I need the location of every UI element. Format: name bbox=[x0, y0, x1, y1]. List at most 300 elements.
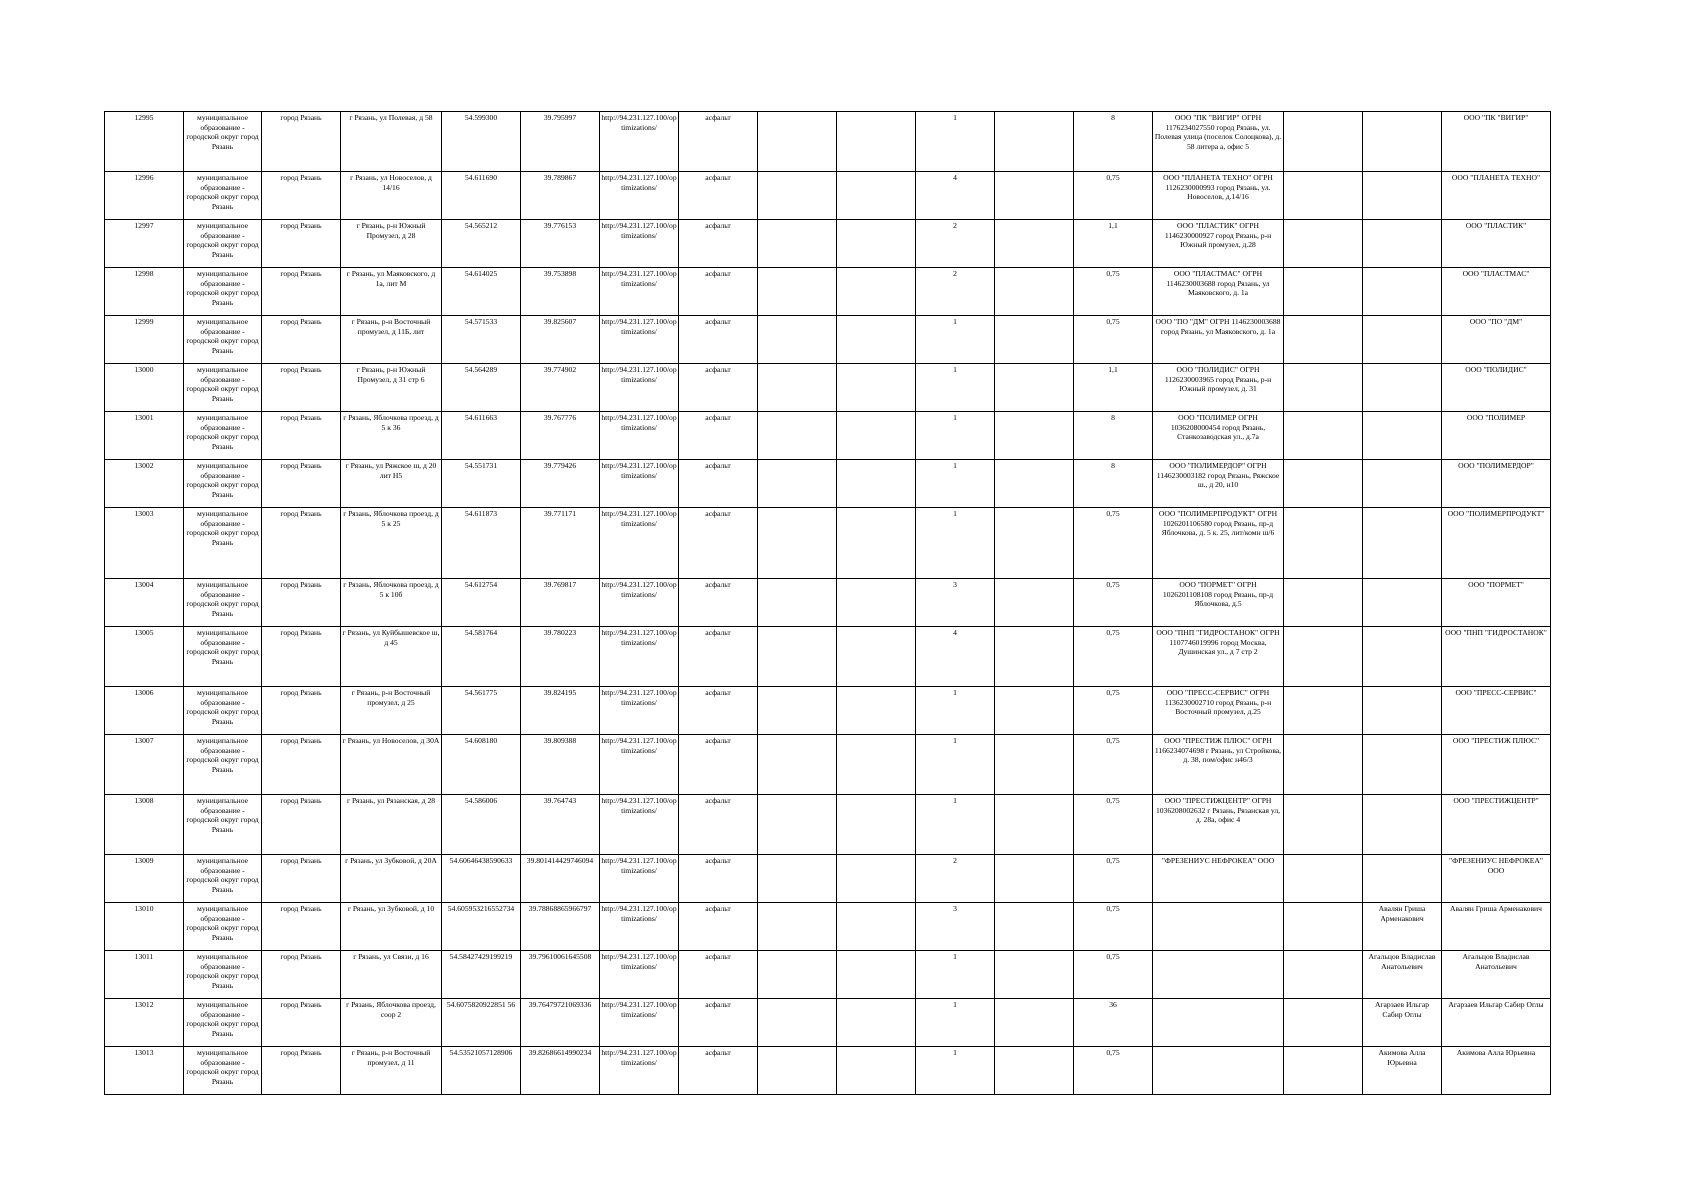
url-cell: http://94.231.127.100/optimizations/ bbox=[600, 508, 679, 579]
longitude-cell: 39.776153 bbox=[521, 220, 600, 268]
empty-cell bbox=[758, 460, 837, 508]
empty-cell bbox=[758, 364, 837, 412]
table-row bbox=[105, 364, 1551, 412]
city-cell: город Рязань bbox=[262, 627, 341, 687]
containers-count-cell: 1 bbox=[916, 460, 995, 508]
owner-cell: ООО "ПРЕСТИЖ ПЛЮС" bbox=[1442, 735, 1551, 795]
person-cell bbox=[1363, 508, 1442, 579]
address-cell: г Рязань, ул Рязанская, д 28 bbox=[341, 795, 442, 855]
surface-cell: асфальт bbox=[679, 579, 758, 627]
person-cell bbox=[1363, 364, 1442, 412]
containers-count-cell: 1 bbox=[916, 508, 995, 579]
address-cell: г Рязань, Яблочкова проезд, д 5 к 36 bbox=[341, 412, 442, 460]
url-cell: http://94.231.127.100/optimizations/ bbox=[600, 1047, 679, 1095]
person-cell bbox=[1363, 687, 1442, 735]
address-cell: г Рязань, ул Новоселов, д 30А bbox=[341, 735, 442, 795]
person-cell bbox=[1363, 735, 1442, 795]
row-number-cell: 13011 bbox=[105, 951, 184, 999]
volume-cell: 0,75 bbox=[1074, 795, 1153, 855]
containers-count-cell: 3 bbox=[916, 903, 995, 951]
empty-cell bbox=[1284, 735, 1363, 795]
longitude-cell: 39.764743 bbox=[521, 795, 600, 855]
latitude-cell: 54.58427429199219 bbox=[442, 951, 521, 999]
volume-cell: 0,75 bbox=[1074, 735, 1153, 795]
table-row bbox=[105, 579, 1551, 627]
owner-cell: ООО "ПЛАСТИК" bbox=[1442, 220, 1551, 268]
organization-cell: ООО "ПОЛИДИС" ОГРН 1126230003965 город Рязань, р-н Южный промузел, д. 31 bbox=[1153, 364, 1284, 412]
organization-cell: ООО "ПО "ДМ" ОГРН 1146230003688 город Рязань, ул Маяковского, д. 1а bbox=[1153, 316, 1284, 364]
empty-cell bbox=[1284, 579, 1363, 627]
address-cell: г Рязань, р-н Восточный промузел, д 11 bbox=[341, 1047, 442, 1095]
row-number-cell: 12996 bbox=[105, 172, 184, 220]
organization-cell: ООО "ПОЛИМЕРПРОДУКТ" ОГРН 1026201106580 город Рязань, пр-д Яблочкова, д. 5 к. 25, лит/комн ш/6 bbox=[1153, 508, 1284, 579]
city-cell: город Рязань bbox=[262, 795, 341, 855]
region-cell: муниципальное образование - городской округ город Рязань bbox=[184, 112, 262, 172]
empty-cell bbox=[837, 460, 916, 508]
latitude-cell: 54.564289 bbox=[442, 364, 521, 412]
organization-cell bbox=[1153, 903, 1284, 951]
surface-cell: асфальт bbox=[679, 999, 758, 1047]
surface-cell: асфальт bbox=[679, 220, 758, 268]
owner-cell: ООО "ПЛАНЕТА ТЕХНО" bbox=[1442, 172, 1551, 220]
empty-cell bbox=[995, 999, 1074, 1047]
region-cell: муниципальное образование - городской округ город Рязань bbox=[184, 999, 262, 1047]
empty-cell bbox=[995, 460, 1074, 508]
empty-cell bbox=[1284, 1047, 1363, 1095]
row-number-cell: 13005 bbox=[105, 627, 184, 687]
empty-cell bbox=[758, 220, 837, 268]
volume-cell: 1,1 bbox=[1074, 220, 1153, 268]
longitude-cell: 39.795997 bbox=[521, 112, 600, 172]
volume-cell: 0,75 bbox=[1074, 687, 1153, 735]
latitude-cell: 54.586006 bbox=[442, 795, 521, 855]
person-cell: Акимова Алла Юрьевна bbox=[1363, 1047, 1442, 1095]
region-cell: муниципальное образование - городской округ город Рязань bbox=[184, 268, 262, 316]
volume-cell: 0,75 bbox=[1074, 508, 1153, 579]
row-number-cell: 12995 bbox=[105, 112, 184, 172]
empty-cell bbox=[1284, 903, 1363, 951]
organization-cell: ООО "ПНП "ГИДРОСТАНОК" ОГРН 1107746019996 город Москва, Душинская ул., д 7 стр 2 bbox=[1153, 627, 1284, 687]
containers-count-cell: 2 bbox=[916, 268, 995, 316]
volume-cell: 36 bbox=[1074, 999, 1153, 1047]
latitude-cell: 54.599300 bbox=[442, 112, 521, 172]
region-cell: муниципальное образование - городской округ город Рязань bbox=[184, 1047, 262, 1095]
volume-cell: 8 bbox=[1074, 460, 1153, 508]
address-cell: г Рязань, ул Зубковой, д 10 bbox=[341, 903, 442, 951]
latitude-cell: 54.611690 bbox=[442, 172, 521, 220]
registry-table bbox=[104, 111, 1551, 1095]
city-cell: город Рязань bbox=[262, 855, 341, 903]
person-cell bbox=[1363, 316, 1442, 364]
empty-cell bbox=[995, 412, 1074, 460]
city-cell: город Рязань bbox=[262, 903, 341, 951]
row-number-cell: 13000 bbox=[105, 364, 184, 412]
containers-count-cell: 1 bbox=[916, 412, 995, 460]
city-cell: город Рязань bbox=[262, 364, 341, 412]
owner-cell: ООО "ПОЛИДИС" bbox=[1442, 364, 1551, 412]
person-cell bbox=[1363, 412, 1442, 460]
containers-count-cell: 1 bbox=[916, 735, 995, 795]
empty-cell bbox=[758, 316, 837, 364]
person-cell bbox=[1363, 268, 1442, 316]
row-number-cell: 12999 bbox=[105, 316, 184, 364]
organization-cell: ООО "ПЛАНЕТА ТЕХНО" ОГРН 1126230000993 город Рязань, ул. Новоселов, д.14/16 bbox=[1153, 172, 1284, 220]
organization-cell: ООО "ПЛАСТИК" ОГРН 1146230000927 город Рязань, р-н Южный промузел, д.28 bbox=[1153, 220, 1284, 268]
empty-cell bbox=[995, 172, 1074, 220]
latitude-cell: 54.611873 bbox=[442, 508, 521, 579]
owner-cell: ООО "ПОЛИМЕР bbox=[1442, 412, 1551, 460]
empty-cell bbox=[837, 999, 916, 1047]
table-row bbox=[105, 316, 1551, 364]
region-cell: муниципальное образование - городской округ город Рязань bbox=[184, 460, 262, 508]
longitude-cell: 39.769817 bbox=[521, 579, 600, 627]
volume-cell: 0,75 bbox=[1074, 1047, 1153, 1095]
longitude-cell: 39.78868865966797 bbox=[521, 903, 600, 951]
volume-cell: 8 bbox=[1074, 412, 1153, 460]
latitude-cell: 54.612754 bbox=[442, 579, 521, 627]
owner-cell: ООО "ПО "ДМ" bbox=[1442, 316, 1551, 364]
empty-cell bbox=[837, 508, 916, 579]
person-cell: Агарзаев Ильгар Сабир Оглы bbox=[1363, 999, 1442, 1047]
empty-cell bbox=[995, 579, 1074, 627]
volume-cell: 0,75 bbox=[1074, 903, 1153, 951]
latitude-cell: 54.605953216552734 bbox=[442, 903, 521, 951]
surface-cell: асфальт bbox=[679, 951, 758, 999]
longitude-cell: 39.76479721069336 bbox=[521, 999, 600, 1047]
surface-cell: асфальт bbox=[679, 364, 758, 412]
owner-cell: ООО "ПНП "ГИДРОСТАНОК" bbox=[1442, 627, 1551, 687]
empty-cell bbox=[837, 1047, 916, 1095]
surface-cell: асфальт bbox=[679, 855, 758, 903]
region-cell: муниципальное образование - городской округ город Рязань bbox=[184, 951, 262, 999]
owner-cell: Агарзаев Ильгар Сабир Оглы bbox=[1442, 999, 1551, 1047]
empty-cell bbox=[995, 795, 1074, 855]
longitude-cell: 39.774902 bbox=[521, 364, 600, 412]
containers-count-cell: 1 bbox=[916, 795, 995, 855]
row-number-cell: 13007 bbox=[105, 735, 184, 795]
table-row bbox=[105, 460, 1551, 508]
address-cell: г Рязань, ул Зубковой, д 20А bbox=[341, 855, 442, 903]
empty-cell bbox=[1284, 999, 1363, 1047]
latitude-cell: 54.614025 bbox=[442, 268, 521, 316]
empty-cell bbox=[995, 951, 1074, 999]
address-cell: г Рязань, Яблочкова проезд, д 5 к 25 bbox=[341, 508, 442, 579]
containers-count-cell: 1 bbox=[916, 316, 995, 364]
empty-cell bbox=[1284, 268, 1363, 316]
containers-count-cell: 1 bbox=[916, 687, 995, 735]
url-cell: http://94.231.127.100/optimizations/ bbox=[600, 795, 679, 855]
empty-cell bbox=[1284, 172, 1363, 220]
surface-cell: асфальт bbox=[679, 172, 758, 220]
city-cell: город Рязань bbox=[262, 412, 341, 460]
person-cell: Авалян Гриша Арменакович bbox=[1363, 903, 1442, 951]
empty-cell bbox=[837, 627, 916, 687]
row-number-cell: 13004 bbox=[105, 579, 184, 627]
address-cell: г Рязань, ул Куйбышевское ш, д 45 bbox=[341, 627, 442, 687]
city-cell: город Рязань bbox=[262, 268, 341, 316]
empty-cell bbox=[758, 735, 837, 795]
empty-cell bbox=[758, 112, 837, 172]
address-cell: г Рязань, р-н Восточный промузел, д 11Б, лит bbox=[341, 316, 442, 364]
organization-cell: ООО "ПОЛИМЕР ОГРН 1036208000454 город Рязань, Станкозаводская ул., д.7а bbox=[1153, 412, 1284, 460]
url-cell: http://94.231.127.100/optimizations/ bbox=[600, 579, 679, 627]
empty-cell bbox=[995, 112, 1074, 172]
table-row bbox=[105, 268, 1551, 316]
table-row bbox=[105, 112, 1551, 172]
longitude-cell: 39.824195 bbox=[521, 687, 600, 735]
address-cell: г Рязань, ул Новоселов, д 14/16 bbox=[341, 172, 442, 220]
surface-cell: асфальт bbox=[679, 316, 758, 364]
empty-cell bbox=[758, 412, 837, 460]
containers-count-cell: 4 bbox=[916, 172, 995, 220]
latitude-cell: 54.571533 bbox=[442, 316, 521, 364]
row-number-cell: 13010 bbox=[105, 903, 184, 951]
table-row bbox=[105, 903, 1551, 951]
empty-cell bbox=[995, 627, 1074, 687]
url-cell: http://94.231.127.100/optimizations/ bbox=[600, 735, 679, 795]
volume-cell: 0,75 bbox=[1074, 268, 1153, 316]
latitude-cell: 54.60646438590633 bbox=[442, 855, 521, 903]
empty-cell bbox=[1284, 412, 1363, 460]
empty-cell bbox=[758, 855, 837, 903]
empty-cell bbox=[995, 508, 1074, 579]
latitude-cell: 54.611663 bbox=[442, 412, 521, 460]
latitude-cell: 54.608180 bbox=[442, 735, 521, 795]
empty-cell bbox=[1284, 220, 1363, 268]
person-cell: Агальцов Владислав Анатольевич bbox=[1363, 951, 1442, 999]
containers-count-cell: 4 bbox=[916, 627, 995, 687]
empty-cell bbox=[995, 903, 1074, 951]
owner-cell: ООО "ПРЕСТИЖЦЕНТР" bbox=[1442, 795, 1551, 855]
city-cell: город Рязань bbox=[262, 687, 341, 735]
address-cell: г Рязань, ул Полевая, д 58 bbox=[341, 112, 442, 172]
url-cell: http://94.231.127.100/optimizations/ bbox=[600, 855, 679, 903]
longitude-cell: 39.801414429746094 bbox=[521, 855, 600, 903]
longitude-cell: 39.825607 bbox=[521, 316, 600, 364]
containers-count-cell: 1 bbox=[916, 364, 995, 412]
person-cell bbox=[1363, 460, 1442, 508]
empty-cell bbox=[1284, 364, 1363, 412]
surface-cell: асфальт bbox=[679, 627, 758, 687]
surface-cell: асфальт bbox=[679, 268, 758, 316]
region-cell: муниципальное образование - городской округ город Рязань bbox=[184, 172, 262, 220]
surface-cell: асфальт bbox=[679, 460, 758, 508]
empty-cell bbox=[758, 687, 837, 735]
volume-cell: 1,1 bbox=[1074, 364, 1153, 412]
empty-cell bbox=[758, 172, 837, 220]
city-cell: город Рязань bbox=[262, 508, 341, 579]
region-cell: муниципальное образование - городской округ город Рязань bbox=[184, 579, 262, 627]
longitude-cell: 39.789867 bbox=[521, 172, 600, 220]
empty-cell bbox=[1284, 460, 1363, 508]
empty-cell bbox=[758, 268, 837, 316]
empty-cell bbox=[758, 999, 837, 1047]
row-number-cell: 13001 bbox=[105, 412, 184, 460]
city-cell: город Рязань bbox=[262, 220, 341, 268]
organization-cell: ООО "ПРЕСТИЖ ПЛЮС" ОГРН 1166234074698 г Рязань, ул Стройкова, д. 38, пом/офис н46/3 bbox=[1153, 735, 1284, 795]
containers-count-cell: 3 bbox=[916, 579, 995, 627]
owner-cell: ООО "ПОРМЕТ" bbox=[1442, 579, 1551, 627]
empty-cell bbox=[1284, 316, 1363, 364]
surface-cell: асфальт bbox=[679, 1047, 758, 1095]
owner-cell: Авалян Гриша Арменакович bbox=[1442, 903, 1551, 951]
empty-cell bbox=[1284, 687, 1363, 735]
empty-cell bbox=[758, 508, 837, 579]
region-cell: муниципальное образование - городской округ город Рязань bbox=[184, 508, 262, 579]
region-cell: муниципальное образование - городской округ город Рязань bbox=[184, 627, 262, 687]
url-cell: http://94.231.127.100/optimizations/ bbox=[600, 903, 679, 951]
person-cell bbox=[1363, 112, 1442, 172]
empty-cell bbox=[1284, 627, 1363, 687]
row-number-cell: 12998 bbox=[105, 268, 184, 316]
empty-cell bbox=[837, 795, 916, 855]
containers-count-cell: 2 bbox=[916, 855, 995, 903]
region-cell: муниципальное образование - городской округ город Рязань bbox=[184, 795, 262, 855]
organization-cell: ООО "ПОРМЕТ" ОГРН 1026201108108 город Рязань, пр-д Яблочкова, д.5 bbox=[1153, 579, 1284, 627]
organization-cell: ООО "ПРЕСС-СЕРВИС" ОГРН 1136230002710 город Рязань, р-н Восточный промузел, д.25 bbox=[1153, 687, 1284, 735]
region-cell: муниципальное образование - городской округ город Рязань bbox=[184, 855, 262, 903]
empty-cell bbox=[837, 735, 916, 795]
url-cell: http://94.231.127.100/optimizations/ bbox=[600, 172, 679, 220]
owner-cell: ООО "ПРЕСС-СЕРВИС" bbox=[1442, 687, 1551, 735]
latitude-cell: 54.565212 bbox=[442, 220, 521, 268]
row-number-cell: 13013 bbox=[105, 1047, 184, 1095]
surface-cell: асфальт bbox=[679, 112, 758, 172]
containers-count-cell: 1 bbox=[916, 112, 995, 172]
longitude-cell: 39.753898 bbox=[521, 268, 600, 316]
longitude-cell: 39.779426 bbox=[521, 460, 600, 508]
city-cell: город Рязань bbox=[262, 112, 341, 172]
empty-cell bbox=[758, 627, 837, 687]
city-cell: город Рязань bbox=[262, 1047, 341, 1095]
empty-cell bbox=[995, 855, 1074, 903]
surface-cell: асфальт bbox=[679, 903, 758, 951]
empty-cell bbox=[758, 795, 837, 855]
row-number-cell: 13002 bbox=[105, 460, 184, 508]
organization-cell: "ФРЕЗЕНИУС НЕФРОКЕА" ООО bbox=[1153, 855, 1284, 903]
empty-cell bbox=[995, 268, 1074, 316]
table-row bbox=[105, 951, 1551, 999]
volume-cell: 0,75 bbox=[1074, 855, 1153, 903]
table-row bbox=[105, 172, 1551, 220]
row-number-cell: 13009 bbox=[105, 855, 184, 903]
empty-cell bbox=[995, 316, 1074, 364]
organization-cell: ООО "ПОЛИМЕРДОР" ОГРН 1146230003182 город Рязань, Ряжское ш., д 20, н10 bbox=[1153, 460, 1284, 508]
table-row bbox=[105, 220, 1551, 268]
region-cell: муниципальное образование - городской округ город Рязань bbox=[184, 316, 262, 364]
table-row bbox=[105, 412, 1551, 460]
person-cell bbox=[1363, 855, 1442, 903]
organization-cell bbox=[1153, 999, 1284, 1047]
empty-cell bbox=[837, 903, 916, 951]
owner-cell: "ФРЕЗЕНИУС НЕФРОКЕА" ООО bbox=[1442, 855, 1551, 903]
city-cell: город Рязань bbox=[262, 316, 341, 364]
longitude-cell: 39.767776 bbox=[521, 412, 600, 460]
empty-cell bbox=[837, 855, 916, 903]
surface-cell: асфальт bbox=[679, 508, 758, 579]
address-cell: г Рязань, р-н Южный Промузел, д 28 bbox=[341, 220, 442, 268]
table-row bbox=[105, 627, 1551, 687]
address-cell: г Рязань, р-н Восточный промузел, д 25 bbox=[341, 687, 442, 735]
table-row bbox=[105, 855, 1551, 903]
city-cell: город Рязань bbox=[262, 172, 341, 220]
owner-cell: ООО "ПЛАСТМАС" bbox=[1442, 268, 1551, 316]
person-cell bbox=[1363, 172, 1442, 220]
table-row bbox=[105, 735, 1551, 795]
address-cell: г Рязань, Яблочкова проезд, соор 2 bbox=[341, 999, 442, 1047]
longitude-cell: 39.780223 bbox=[521, 627, 600, 687]
latitude-cell: 54.581764 bbox=[442, 627, 521, 687]
organization-cell bbox=[1153, 951, 1284, 999]
owner-cell: ООО "ПК "ВИГИР" bbox=[1442, 112, 1551, 172]
empty-cell bbox=[995, 687, 1074, 735]
address-cell: г Рязань, р-н Южный Промузел, д 31 стр 6 bbox=[341, 364, 442, 412]
volume-cell: 8 bbox=[1074, 112, 1153, 172]
person-cell bbox=[1363, 627, 1442, 687]
owner-cell: ООО "ПОЛИМЕРДОР" bbox=[1442, 460, 1551, 508]
url-cell: http://94.231.127.100/optimizations/ bbox=[600, 316, 679, 364]
url-cell: http://94.231.127.100/optimizations/ bbox=[600, 364, 679, 412]
empty-cell bbox=[837, 172, 916, 220]
empty-cell bbox=[837, 316, 916, 364]
empty-cell bbox=[758, 951, 837, 999]
empty-cell bbox=[837, 112, 916, 172]
longitude-cell: 39.82686614990234 bbox=[521, 1047, 600, 1095]
table-row bbox=[105, 687, 1551, 735]
empty-cell bbox=[1284, 795, 1363, 855]
empty-cell bbox=[837, 951, 916, 999]
latitude-cell: 54.561775 bbox=[442, 687, 521, 735]
latitude-cell: 54.551731 bbox=[442, 460, 521, 508]
row-number-cell: 13003 bbox=[105, 508, 184, 579]
table-row bbox=[105, 1047, 1551, 1095]
table-row bbox=[105, 795, 1551, 855]
owner-cell: ООО "ПОЛИМЕРПРОДУКТ" bbox=[1442, 508, 1551, 579]
region-cell: муниципальное образование - городской округ город Рязань bbox=[184, 364, 262, 412]
address-cell: г Рязань, ул Маяковского, д 1а, лит М bbox=[341, 268, 442, 316]
city-cell: город Рязань bbox=[262, 999, 341, 1047]
empty-cell bbox=[837, 687, 916, 735]
table-row bbox=[105, 999, 1551, 1047]
region-cell: муниципальное образование - городской округ город Рязань bbox=[184, 735, 262, 795]
volume-cell: 0,75 bbox=[1074, 316, 1153, 364]
empty-cell bbox=[1284, 112, 1363, 172]
table-row bbox=[105, 508, 1551, 579]
region-cell: муниципальное образование - городской округ город Рязань bbox=[184, 687, 262, 735]
organization-cell: ООО "ПК "ВИГИР" ОГРН 1176234027550 город Рязань, ул. Полевая улица (поселок Солоцкова), д. 58 литера а, офис 5 bbox=[1153, 112, 1284, 172]
surface-cell: асфальт bbox=[679, 687, 758, 735]
latitude-cell: 54.53521057128906 bbox=[442, 1047, 521, 1095]
surface-cell: асфальт bbox=[679, 412, 758, 460]
empty-cell bbox=[837, 364, 916, 412]
owner-cell: Агальцов Владислав Анатольевич bbox=[1442, 951, 1551, 999]
containers-count-cell: 1 bbox=[916, 999, 995, 1047]
address-cell: г Рязань, Яблочкова проезд, д 5 к 10б bbox=[341, 579, 442, 627]
row-number-cell: 13006 bbox=[105, 687, 184, 735]
containers-count-cell: 1 bbox=[916, 1047, 995, 1095]
empty-cell bbox=[995, 364, 1074, 412]
person-cell bbox=[1363, 795, 1442, 855]
region-cell: муниципальное образование - городской округ город Рязань bbox=[184, 220, 262, 268]
organization-cell: ООО "ПРЕСТИЖЦЕНТР" ОГРН 1036208002632 г Рязань, Рязанская ул, д. 28а, офис 4 bbox=[1153, 795, 1284, 855]
volume-cell: 0,75 bbox=[1074, 172, 1153, 220]
region-cell: муниципальное образование - городской округ город Рязань bbox=[184, 903, 262, 951]
url-cell: http://94.231.127.100/optimizations/ bbox=[600, 687, 679, 735]
url-cell: http://94.231.127.100/optimizations/ bbox=[600, 460, 679, 508]
row-number-cell: 13012 bbox=[105, 999, 184, 1047]
surface-cell: асфальт bbox=[679, 735, 758, 795]
empty-cell bbox=[1284, 855, 1363, 903]
